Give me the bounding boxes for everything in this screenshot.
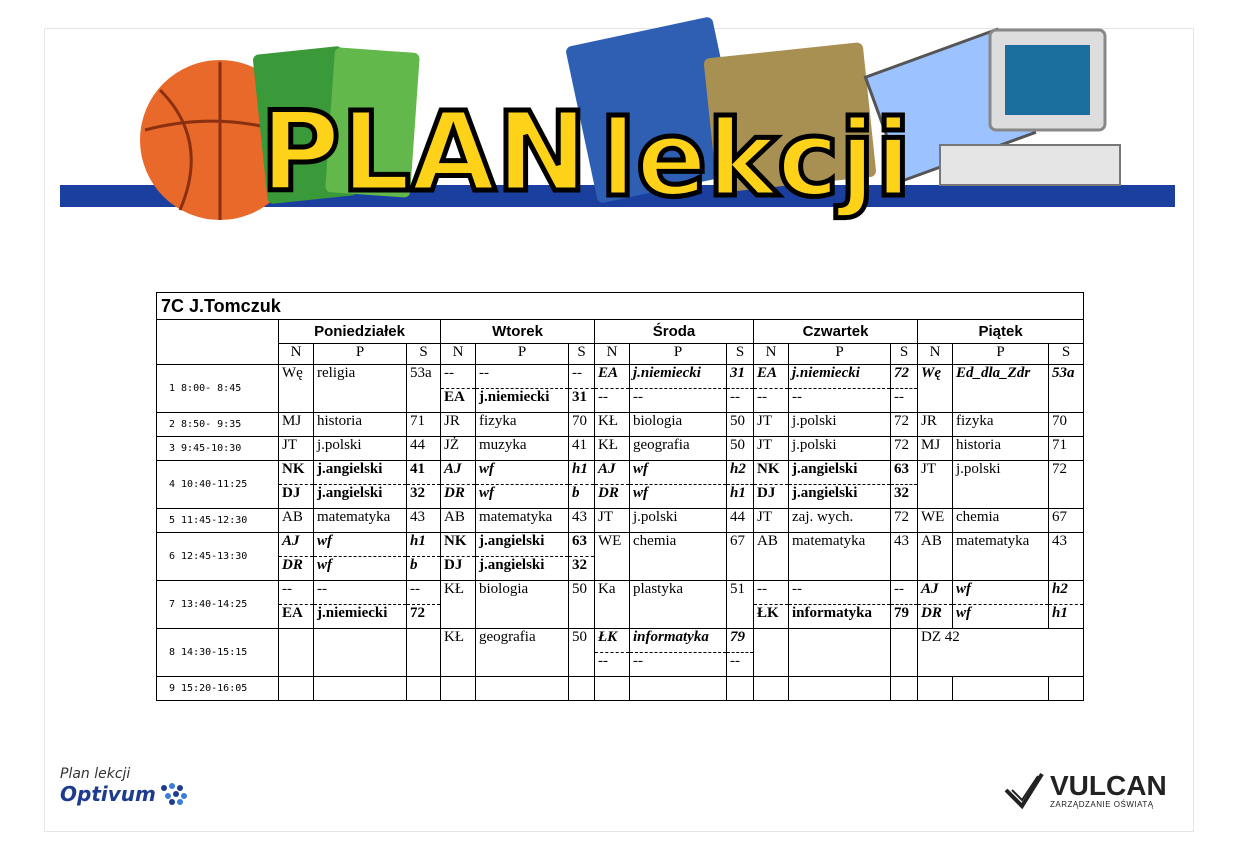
day-thursday: Czwartek [754,320,918,344]
empty-cell [953,677,1049,701]
empty-cell [407,629,441,677]
teacher: JŻ [441,437,476,461]
room: b [569,485,595,509]
room: b [407,557,441,581]
empty-cell [314,677,407,701]
subject: wf [314,557,407,581]
room: 72 [891,365,918,389]
teacher: JT [918,461,953,509]
room: h1 [1049,605,1084,629]
subject: wf [953,581,1049,605]
teacher: DJ [279,485,314,509]
room: h2 [1049,581,1084,605]
teacher: WE [595,533,630,581]
room: 53a [1049,365,1084,413]
optivum-logo [60,766,192,806]
subject: -- [789,581,891,605]
room: 67 [727,533,754,581]
teacher: EA [754,365,789,389]
room: 70 [569,413,595,437]
vulcan-emblem-icon [1004,770,1044,810]
subject: j.niemiecki [476,389,569,413]
teacher: JR [441,413,476,437]
empty-cell [918,677,953,701]
teacher: KŁ [595,437,630,461]
class-title: 7C J.Tomczuk [157,293,1084,320]
subject: wf [476,461,569,485]
subject: geografia [630,437,727,461]
room: -- [569,365,595,389]
room: 79 [727,629,754,653]
subject: j.polski [630,509,727,533]
room: 63 [569,533,595,557]
teacher: JT [754,509,789,533]
teacher: DR [595,485,630,509]
keyboard-icon [940,145,1120,185]
teacher: MJ [279,413,314,437]
col-n: N [918,344,953,365]
lesson-time: 8 14:30-15:15 [157,629,279,677]
day-monday: Poniedziałek [279,320,441,344]
subject: fizyka [476,413,569,437]
teacher: AJ [595,461,630,485]
subject: geografia [476,629,569,677]
subject: historia [953,437,1049,461]
subject: zaj. wych. [789,509,891,533]
col-s: S [891,344,918,365]
subject: j.niemiecki [630,365,727,389]
subject: biologia [476,581,569,629]
subject: Ed_dla_Zdr [953,365,1049,413]
teacher: KŁ [595,413,630,437]
teacher: DR [441,485,476,509]
timetable [156,292,1084,701]
friday-note: DZ 42 [918,629,1084,677]
room: 51 [727,581,754,629]
teacher: EA [595,365,630,389]
empty-cell [279,677,314,701]
room: 44 [407,437,441,461]
col-p: P [476,344,569,365]
lesson-time: 3 9:45-10:30 [157,437,279,461]
teacher: -- [595,389,630,413]
col-n: N [441,344,476,365]
teacher: AB [918,533,953,581]
room: h1 [727,485,754,509]
empty-cell [891,677,918,701]
empty-cell [1049,677,1084,701]
room: 71 [1049,437,1084,461]
lesson-time: 4 10:40-11:25 [157,461,279,509]
room: 72 [891,413,918,437]
lesson-time: 1 8:00- 8:45 [157,365,279,413]
subject: wf [630,461,727,485]
subject: -- [630,653,727,677]
room: 71 [407,413,441,437]
lesson-time: 6 12:45-13:30 [157,533,279,581]
room: 31 [727,365,754,389]
vulcan-subtitle: ZARZĄDZANIE OŚWIATĄ [1050,799,1154,809]
subject: religia [314,365,407,413]
teacher: DR [279,557,314,581]
room: h2 [727,461,754,485]
teacher: JT [754,413,789,437]
col-n: N [595,344,630,365]
subject: informatyka [630,629,727,653]
teacher: JT [595,509,630,533]
subject: plastyka [630,581,727,629]
subject: biologia [630,413,727,437]
subject: j.polski [314,437,407,461]
vulcan-logo [1004,770,1167,810]
empty-cell [441,677,476,701]
room: -- [727,389,754,413]
teacher: AB [754,533,789,581]
teacher: DR [918,605,953,629]
subject: -- [630,389,727,413]
teacher: NK [279,461,314,485]
col-s: S [1049,344,1084,365]
col-p: P [789,344,891,365]
room: 43 [891,533,918,581]
room: 32 [569,557,595,581]
room: -- [891,581,918,605]
room: 63 [891,461,918,485]
empty-cell [279,629,314,677]
col-p: P [314,344,407,365]
col-s: S [407,344,441,365]
room: 70 [1049,413,1084,437]
room: 44 [727,509,754,533]
room: 72 [891,509,918,533]
room: h1 [407,533,441,557]
empty-cell [595,677,630,701]
optivum-top-text: Plan lekcji [60,766,131,782]
subject: wf [953,605,1049,629]
subject: j.angielski [476,533,569,557]
room: 67 [1049,509,1084,533]
subject: wf [476,485,569,509]
subject: j.angielski [314,485,407,509]
room: 50 [727,437,754,461]
empty-cell [476,677,569,701]
day-tuesday: Wtorek [441,320,595,344]
empty-cell [569,677,595,701]
room: 53a [407,365,441,413]
optivum-brand: Optivum [60,782,156,806]
empty-cell [407,677,441,701]
subject: j.angielski [789,485,891,509]
teacher: AB [279,509,314,533]
room: -- [727,653,754,677]
room: 32 [891,485,918,509]
col-p: P [953,344,1049,365]
teacher: Ka [595,581,630,629]
day-wednesday: Środa [595,320,754,344]
lesson-time: 7 13:40-14:25 [157,581,279,629]
banner-title-plan: PLAN [260,88,588,216]
teacher: -- [754,581,789,605]
subject: wf [630,485,727,509]
banner-title-lekcji: lekcji [600,98,912,220]
room: 50 [569,581,595,629]
room: 43 [407,509,441,533]
subject: matematyka [789,533,891,581]
subject: -- [476,365,569,389]
teacher: Wę [918,365,953,413]
teacher: JT [754,437,789,461]
subject: informatyka [789,605,891,629]
room: 43 [569,509,595,533]
teacher: ŁK [595,629,630,653]
teacher: EA [441,389,476,413]
subject: chemia [953,509,1049,533]
teacher: AB [441,509,476,533]
empty-cell [789,677,891,701]
room: 72 [891,437,918,461]
subject: wf [314,533,407,557]
subject: j.polski [789,437,891,461]
teacher: DJ [441,557,476,581]
room: 41 [407,461,441,485]
optivum-dots-icon [160,782,192,806]
empty-cell [754,677,789,701]
room: 50 [569,629,595,677]
subject: j.polski [789,413,891,437]
teacher: KŁ [441,629,476,677]
teacher: WE [918,509,953,533]
empty-cell [754,629,789,677]
subject: matematyka [476,509,569,533]
lesson-time: 2 8:50- 9:35 [157,413,279,437]
teacher: ŁK [754,605,789,629]
empty-cell [727,677,754,701]
teacher: NK [754,461,789,485]
teacher: DJ [754,485,789,509]
teacher: AJ [279,533,314,557]
subject: matematyka [314,509,407,533]
lesson-time: 9 15:20-16:05 [157,677,279,701]
teacher: -- [441,365,476,389]
col-n: N [279,344,314,365]
teacher: JT [279,437,314,461]
room: 32 [407,485,441,509]
time-header [157,320,279,365]
subject: j.angielski [476,557,569,581]
day-friday: Piątek [918,320,1084,344]
teacher: AJ [441,461,476,485]
subject: fizyka [953,413,1049,437]
vulcan-brand: VULCAN [1050,769,1167,801]
room: 72 [407,605,441,629]
teacher: AJ [918,581,953,605]
col-s: S [727,344,754,365]
subject: chemia [630,533,727,581]
subject: matematyka [953,533,1049,581]
teacher: NK [441,533,476,557]
col-s: S [569,344,595,365]
empty-cell [789,629,891,677]
teacher: JR [918,413,953,437]
subject: -- [314,581,407,605]
room: 41 [569,437,595,461]
room: 72 [1049,461,1084,509]
plan-lekcji-banner [60,10,1180,235]
teacher: -- [754,389,789,413]
col-n: N [754,344,789,365]
room: 31 [569,389,595,413]
teacher: MJ [918,437,953,461]
subject: j.angielski [789,461,891,485]
teacher: KŁ [441,581,476,629]
empty-cell [314,629,407,677]
subject: -- [789,389,891,413]
empty-cell [630,677,727,701]
room: -- [407,581,441,605]
teacher: -- [595,653,630,677]
col-p: P [630,344,727,365]
subject: j.angielski [314,461,407,485]
subject: muzyka [476,437,569,461]
teacher: EA [279,605,314,629]
subject: j.polski [953,461,1049,509]
subject: j.niemiecki [789,365,891,389]
subject: j.niemiecki [314,605,407,629]
subject: historia [314,413,407,437]
room: h1 [569,461,595,485]
teacher: -- [279,581,314,605]
room: 50 [727,413,754,437]
teacher: Wę [279,365,314,413]
room: 79 [891,605,918,629]
empty-cell [891,629,918,677]
lesson-time: 5 11:45-12:30 [157,509,279,533]
room: 43 [1049,533,1084,581]
room: -- [891,389,918,413]
